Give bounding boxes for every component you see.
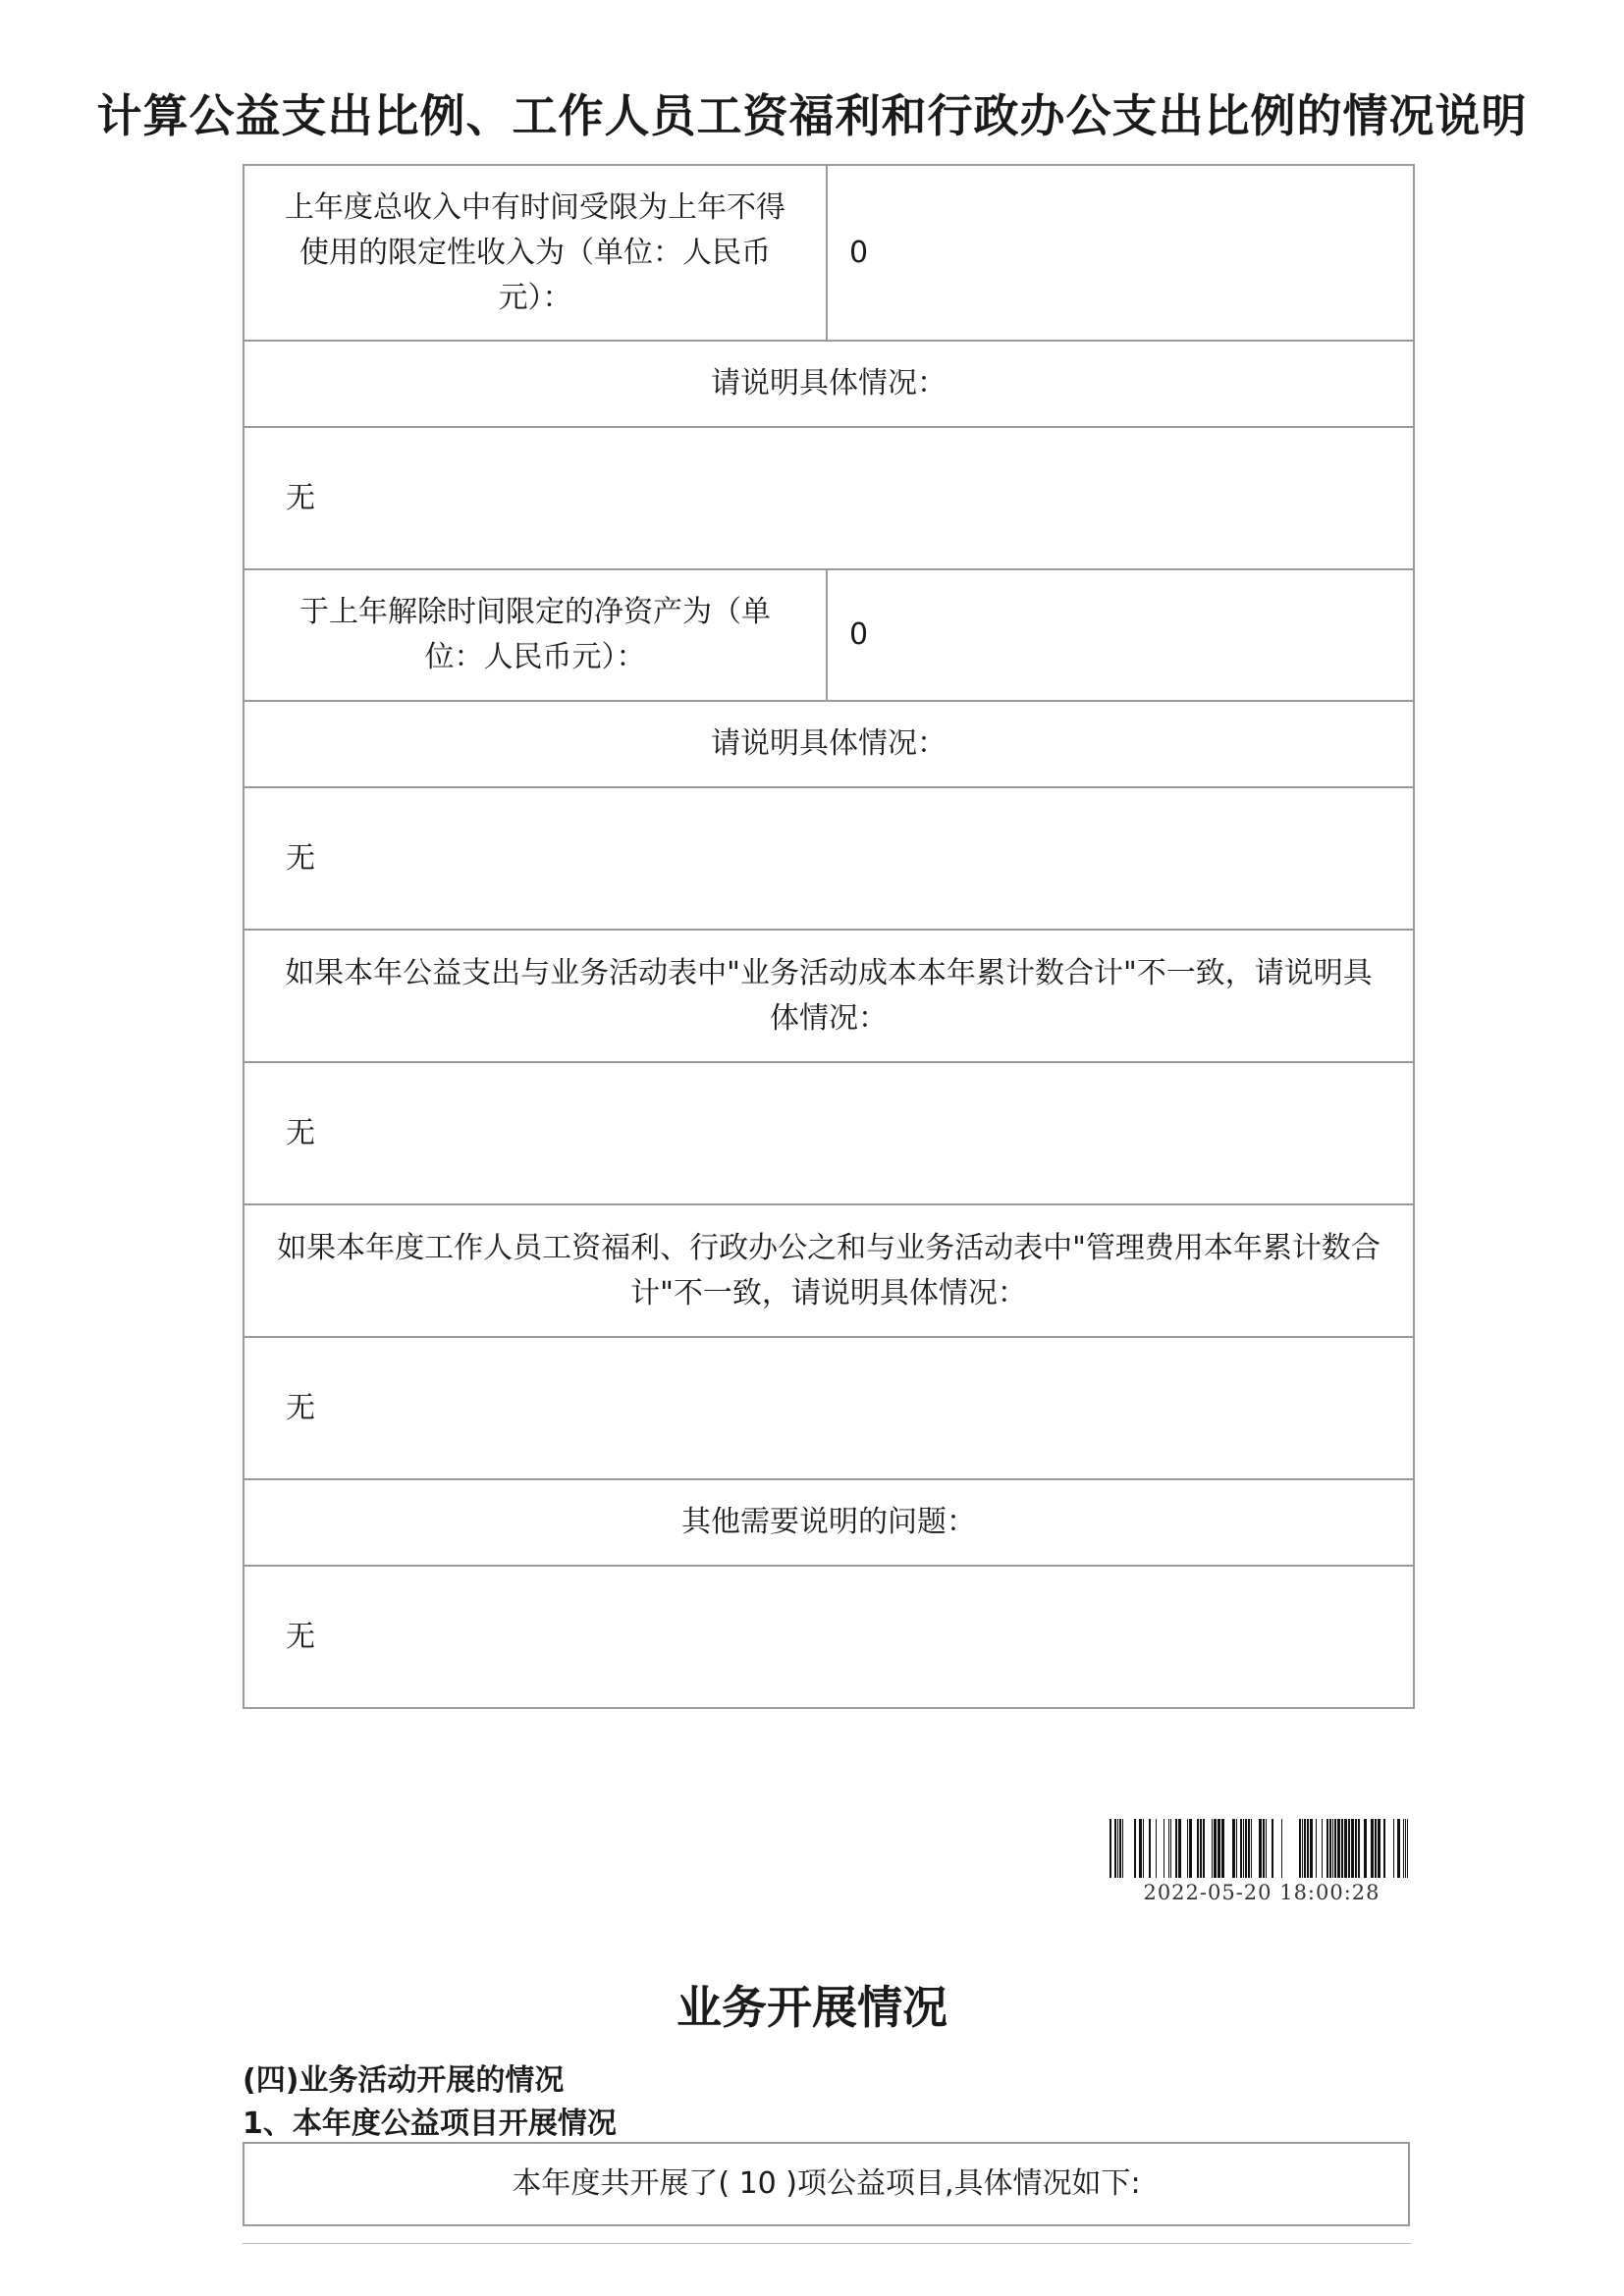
project-summary: 本年度共开展了( 10 )项公益项目,具体情况如下: [243,2142,1410,2226]
barcode [1110,1819,1408,1878]
table-row [244,1337,1414,1479]
table-row [244,1479,1414,1566]
section-title: 业务开展情况 [677,1981,947,2034]
table-row [244,787,1414,930]
public-welfare-mismatch-answer: 无 [244,1062,1414,1204]
subheading-activities: (四)业务活动开展的情况 [243,2063,565,2098]
released-assets-label: 于上年解除时间限定的净资产为（单位：人民币元）： [244,569,827,701]
divider [243,2243,1411,2244]
explanation-table [243,164,1415,1709]
other-issues-heading: 其他需要说明的问题： [244,1479,1414,1566]
timestamp: 2022-05-20 18:00:28 [1143,1881,1380,1904]
table-row [244,1204,1414,1337]
table-row [244,427,1414,569]
table-row [244,165,1414,341]
explain-heading: 请说明具体情况： [244,341,1414,427]
admin-mismatch-answer: 无 [244,1337,1414,1479]
table-row [244,701,1414,787]
table-row [244,930,1414,1062]
table-row [244,1062,1414,1204]
table-row [244,341,1414,427]
explain-answer: 无 [244,427,1414,569]
table-row [244,569,1414,701]
restricted-income-label: 上年度总收入中有时间受限为上年不得使用的限定性收入为（单位：人民币元）： [244,165,827,341]
admin-mismatch-heading: 如果本年度工作人员工资福利、行政办公之和与业务活动表中"管理费用本年累计数合计"不一致，请说明具体情况： [244,1204,1414,1337]
explain-answer: 无 [244,787,1414,930]
subheading-projects: 1、本年度公益项目开展情况 [243,2107,617,2141]
page-title: 计算公益支出比例、工作人员工资福利和行政办公支出比例的情况说明 [96,89,1528,142]
restricted-income-value: 0 [827,165,1414,341]
released-assets-value: 0 [827,569,1414,701]
explain-heading: 请说明具体情况： [244,701,1414,787]
table-row [244,1566,1414,1708]
other-issues-answer: 无 [244,1566,1414,1708]
public-welfare-mismatch-heading: 如果本年公益支出与业务活动表中"业务活动成本本年累计数合计"不一致，请说明具体情况： [244,930,1414,1062]
